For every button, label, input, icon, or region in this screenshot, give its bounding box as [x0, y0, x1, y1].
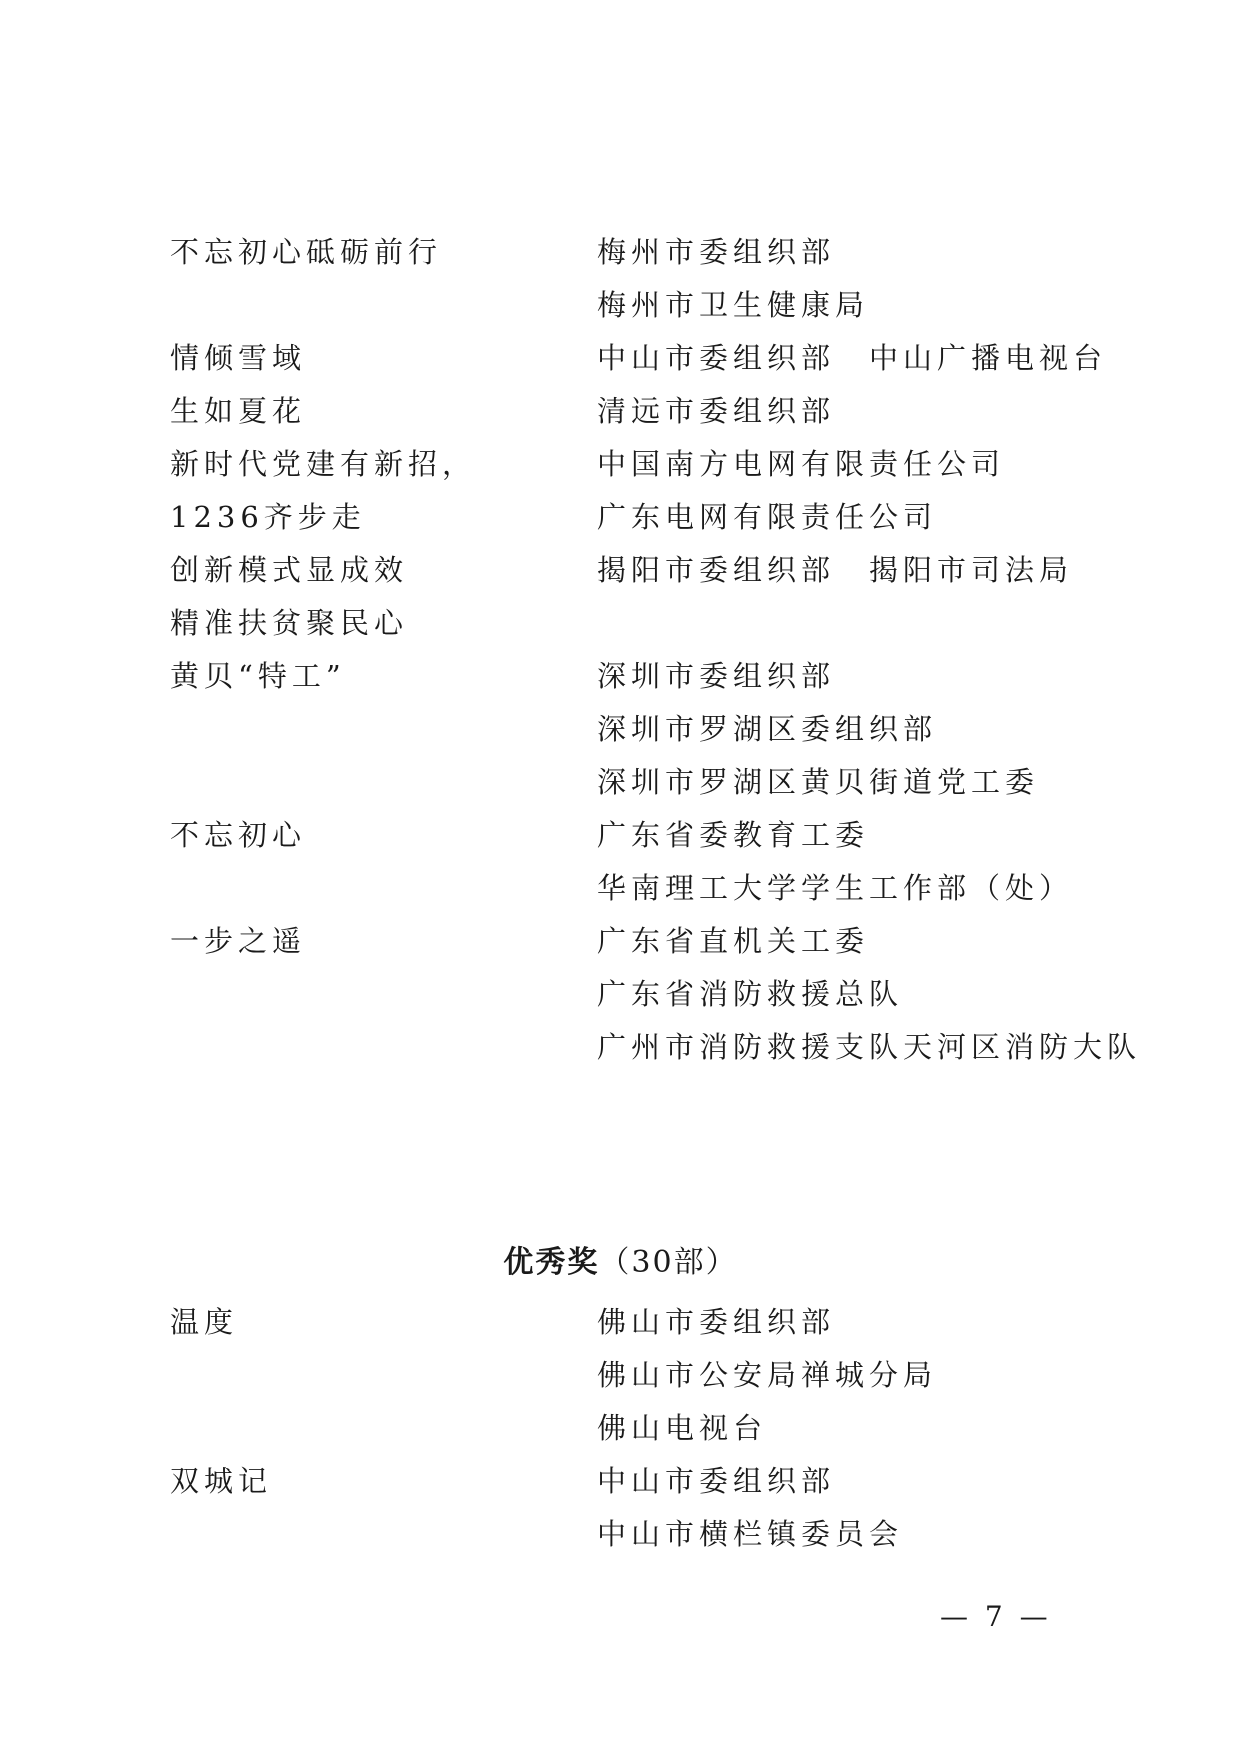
section-heading-label: 优秀奖 [503, 1245, 600, 1280]
list-item [0, 232, 1241, 272]
list-item [0, 656, 1241, 696]
list-item [0, 550, 1241, 590]
list-item [0, 444, 1241, 484]
organization: 清远市委组织部 [597, 394, 836, 428]
organization: 梅州市卫生健康局 [597, 288, 870, 322]
organization: 中山市委组织部 [597, 1464, 836, 1498]
page-number: — 7 — [940, 1600, 1052, 1633]
organization: 广东省直机关工委 [597, 924, 870, 958]
work-title: 新时代党建有新招， [170, 447, 477, 481]
organization: 深圳市罗湖区委组织部 [597, 712, 938, 746]
list-item [0, 338, 1241, 378]
work-title: 1236齐步走 [170, 500, 366, 534]
organization: 华南理工大学学生工作部（处） [597, 871, 1074, 905]
list-item [0, 974, 1241, 1014]
work-title: 情倾雪域 [170, 341, 307, 375]
list-item [0, 868, 1241, 908]
list-item [0, 1461, 1241, 1501]
work-title: 不忘初心砥砺前行 [170, 235, 443, 269]
list-item [0, 603, 1241, 643]
list-item [0, 815, 1241, 855]
list-item [0, 762, 1241, 802]
work-title: 双城记 [170, 1464, 273, 1498]
work-title: 一步之遥 [170, 924, 307, 958]
organization: 中山市横栏镇委员会 [597, 1517, 904, 1551]
organization: 广东电网有限责任公司 [597, 500, 938, 534]
work-title: 温度 [170, 1305, 239, 1339]
work-title: 黄贝“特工” [170, 659, 346, 693]
section-heading [0, 1243, 1241, 1283]
work-title: 精准扶贫聚民心 [170, 606, 409, 640]
organization: 深圳市罗湖区黄贝街道党工委 [597, 765, 1040, 799]
list-item [0, 285, 1241, 325]
organization: 佛山电视台 [597, 1411, 768, 1445]
organization: 中山市委组织部 中山广播电视台 [597, 341, 1108, 375]
organization: 揭阳市委组织部 揭阳市司法局 [597, 553, 1074, 587]
list-item [0, 497, 1241, 537]
list-item [0, 1514, 1241, 1554]
organization: 梅州市委组织部 [597, 235, 836, 269]
section-heading-count: （30部） [599, 1245, 738, 1280]
list-item [0, 1355, 1241, 1395]
work-title: 不忘初心 [170, 818, 307, 852]
organization: 广州市消防救援支队天河区消防大队 [597, 1030, 1142, 1064]
list-item [0, 921, 1241, 961]
list-item [0, 709, 1241, 749]
organization: 广东省消防救援总队 [597, 977, 904, 1011]
list-item [0, 391, 1241, 431]
list-item [0, 1027, 1241, 1067]
list-item [0, 1408, 1241, 1448]
work-title: 创新模式显成效 [170, 553, 409, 587]
organization: 广东省委教育工委 [597, 818, 870, 852]
organization: 佛山市公安局禅城分局 [597, 1358, 938, 1392]
organization: 中国南方电网有限责任公司 [597, 447, 1006, 481]
list-item [0, 1302, 1241, 1342]
work-title: 生如夏花 [170, 394, 307, 428]
organization: 深圳市委组织部 [597, 659, 836, 693]
organization: 佛山市委组织部 [597, 1305, 836, 1339]
